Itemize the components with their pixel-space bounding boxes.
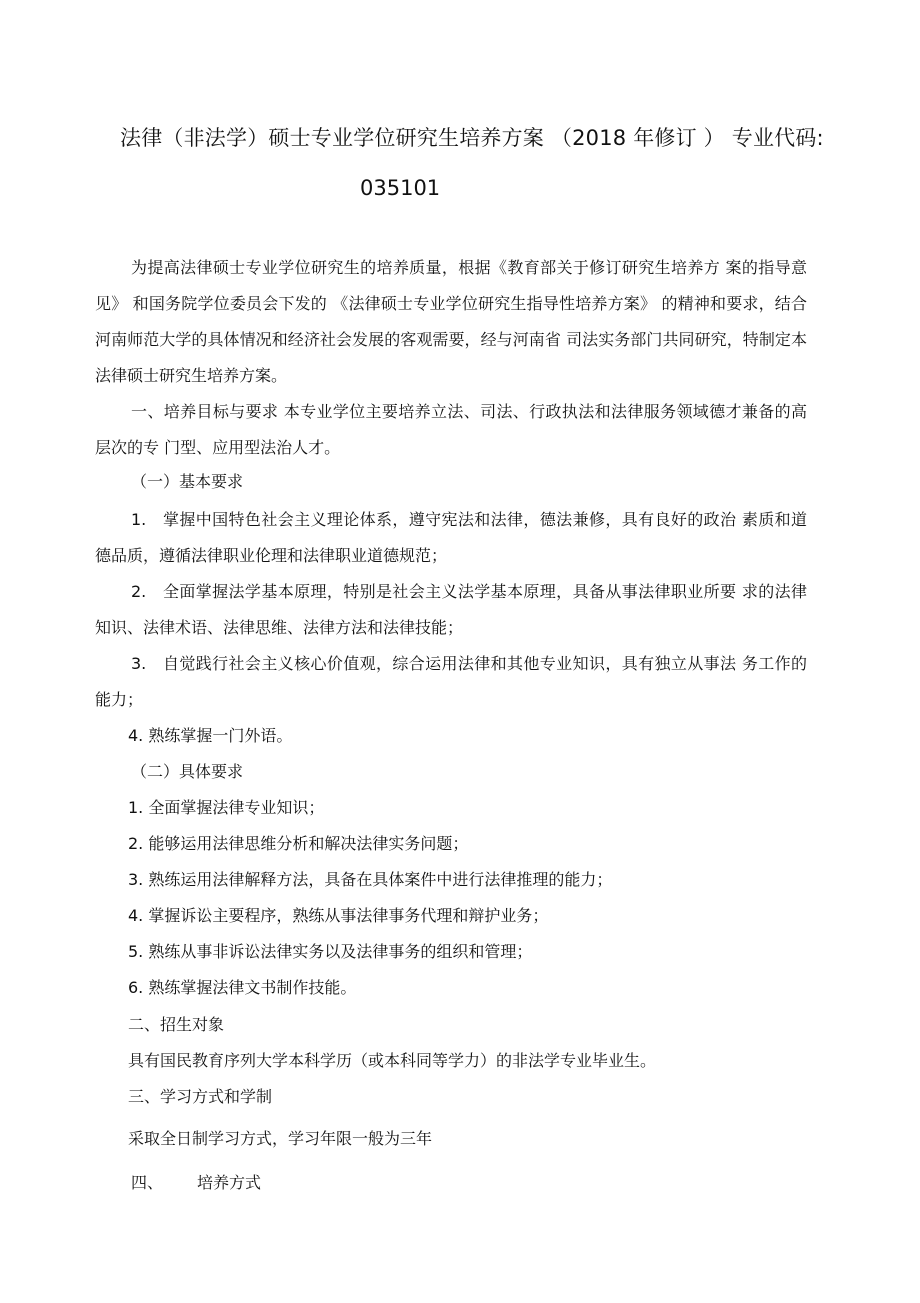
document-title: 法律（非法学）硕士专业学位研究生培养方案 （2018 年修订 ） 专业代码: xyxy=(120,126,824,150)
specific-item-1: 1. 全面掌握法律专业知识； xyxy=(128,798,325,817)
specific-requirements-heading: （二）具体要求 xyxy=(131,762,244,781)
specific-item-3: 3. 熟练运用法律解释方法，具备在具体案件中进行法律推理的能力； xyxy=(128,870,613,889)
specific-item-5: 5. 熟练从事非诉讼法律实务以及法律事务的组织和管理； xyxy=(128,942,533,961)
basic-requirement-4: 4. 熟练掌握一门外语。 xyxy=(128,726,293,745)
basic-requirement-3: 3. 自觉践行社会主义核心价值观，综合运用法律和其他专业知识，具有独立从事法 务工作的能力； xyxy=(95,654,807,709)
section-1-paragraph: 一、培养目标与要求 本专业学位主要培养立法、司法、行政执法和法律服务领域德才兼备的高层次的专 门型、应用型法治人才。 xyxy=(95,402,807,457)
section-3-text: 采取全日制学习方式，学习年限一般为三年 xyxy=(128,1129,433,1148)
specific-item-6: 6. 熟练掌握法律文书制作技能。 xyxy=(128,978,357,997)
major-code: 035101 xyxy=(360,176,441,200)
section-4-title: 培养方式 xyxy=(197,1173,262,1192)
section-2-text: 具有国民教育序列大学本科学历（或本科同等学力）的非法学专业毕业生。 xyxy=(128,1051,657,1070)
specific-item-2: 2. 能够运用法律思维分析和解决法律实务问题； xyxy=(128,834,469,853)
basic-requirement-1: 1. 掌握中国特色社会主义理论体系，遵守宪法和法律，德法兼修，具有良好的政治 素质和道德品质，遵循法律职业伦理和法律职业道德规范； xyxy=(95,510,807,565)
section-4-number: 四、 xyxy=(131,1173,164,1192)
intro-paragraph: 为提高法律硕士专业学位研究生的培养质量，根据《教育部关于修订研究生培养方 案的指导意见》 和国务院学位委员会下发的 《法律硕士专业学位研究生指导性培养方案》 的精神和要求，结合河南师范大学的具体情况和经济社会发展的客观需要，经与河南省 司法实务部门共同研究，特制定本法律硕士研究生培养方案。 xyxy=(95,258,807,385)
specific-item-4: 4. 掌握诉讼主要程序，熟练从事法律事务代理和辩护业务； xyxy=(128,906,549,925)
section-2-heading: 二、招生对象 xyxy=(128,1015,225,1034)
section-3-heading: 三、学习方式和学制 xyxy=(128,1087,273,1106)
basic-requirements-heading: （一）基本要求 xyxy=(131,472,244,491)
basic-requirement-2: 2. 全面掌握法学基本原理，特别是社会主义法学基本原理，具备从事法律职业所要 求的法律知识、法律术语、法律思维、法律方法和法律技能； xyxy=(95,582,807,637)
